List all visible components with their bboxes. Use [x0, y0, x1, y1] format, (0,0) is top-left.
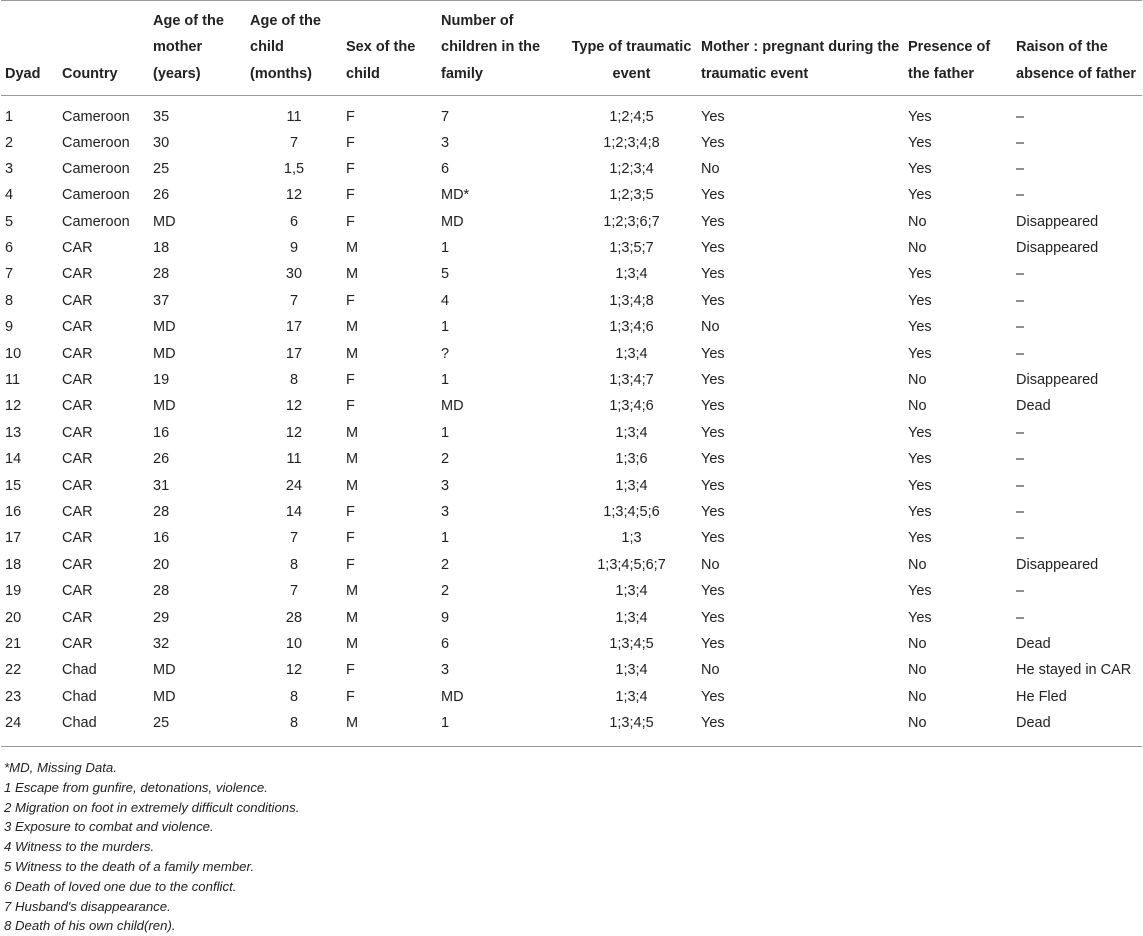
table-cell: 6 — [441, 160, 450, 177]
table-cell: 3 — [441, 662, 450, 679]
table-row — [1, 424, 1142, 450]
table-cell: M — [346, 319, 359, 336]
table-cell: 1 — [441, 715, 450, 732]
column-header: Number of children in the family — [441, 12, 541, 82]
table-cell: 29 — [153, 609, 170, 626]
footnote-line: 2 Migration on foot in extremely difficult conditions. — [4, 799, 300, 815]
table-cell: 14 — [285, 503, 303, 520]
table-cell: 19 — [5, 583, 22, 600]
table-cell: 1 — [441, 319, 450, 336]
table-cell: Yes — [908, 266, 932, 283]
table-row — [1, 635, 1142, 661]
table-cell: No — [701, 556, 720, 573]
table-cell: MD — [153, 319, 176, 336]
table-row — [1, 292, 1142, 318]
table-cell: 15 — [5, 477, 22, 494]
table-cell: 26 — [153, 187, 170, 204]
table-cell: 1 — [441, 372, 450, 389]
table-cell: MD* — [441, 187, 470, 204]
table-cell: Cameroon — [62, 213, 130, 230]
table-cell: 1;2;3;4;8 — [603, 134, 660, 151]
table-cell: Yes — [908, 583, 932, 600]
table-cell: Yes — [908, 477, 932, 494]
table-cell: F — [346, 662, 355, 679]
table-cell: No — [908, 635, 927, 652]
table-cell: – — [1016, 424, 1025, 441]
table-cell: CAR — [62, 398, 93, 415]
table-cell: M — [346, 715, 359, 732]
table-row — [1, 714, 1142, 746]
table-cell: MD — [153, 688, 176, 705]
table-cell: – — [1016, 134, 1025, 151]
table-cell: M — [346, 266, 359, 283]
table-cell: Yes — [908, 187, 932, 204]
table-cell: Yes — [701, 240, 725, 257]
table-cell: – — [1016, 266, 1025, 283]
table-cell: Dead — [1016, 635, 1051, 652]
table-cell: 8 — [289, 556, 299, 573]
table-cell: F — [346, 556, 355, 573]
column-header: Age of the mother (years) — [153, 12, 224, 82]
table-cell: No — [908, 662, 927, 679]
table-cell: No — [701, 160, 720, 177]
footnote-line: 5 Witness to the death of a family member. — [4, 858, 255, 874]
column-header: Sex of the child — [346, 39, 416, 82]
table-cell: – — [1016, 583, 1025, 600]
table-cell: 1 — [441, 240, 450, 257]
column-header: Mother : pregnant during the traumatic event — [701, 39, 900, 82]
table-cell: – — [1016, 345, 1025, 362]
table-cell: Yes — [701, 688, 725, 705]
table-cell: M — [346, 583, 359, 600]
table-cell: CAR — [62, 266, 93, 283]
table-cell: 18 — [153, 240, 170, 257]
table-cell: 25 — [153, 160, 170, 177]
table-cell: – — [1016, 503, 1025, 520]
table-row — [1, 160, 1142, 186]
table-cell: Chad — [62, 662, 97, 679]
table-cell: Yes — [701, 345, 725, 362]
table-cell: 30 — [285, 266, 303, 283]
table-cell: 2 — [441, 451, 450, 468]
table-cell: 8 — [289, 372, 299, 389]
table-cell: Yes — [701, 424, 725, 441]
column-header: Age of the child (months) — [250, 12, 321, 82]
table-cell: 1 — [5, 109, 14, 125]
table-cell: 2 — [5, 134, 14, 151]
table-cell: 10 — [285, 635, 303, 652]
table-cell: – — [1016, 477, 1025, 494]
table-cell: F — [346, 187, 355, 204]
table-cell: Yes — [701, 530, 725, 547]
column-header: Type of traumatic event — [571, 39, 692, 82]
table-cell: Yes — [908, 424, 932, 441]
table-cell: 20 — [5, 609, 22, 626]
table-cell: CAR — [62, 477, 93, 494]
table-cell: 3 — [5, 160, 14, 177]
table-cell: 12 — [285, 398, 303, 415]
table-row — [1, 582, 1142, 608]
table-cell: 16 — [153, 530, 170, 547]
table-cell: No — [908, 688, 927, 705]
table-cell: 28 — [153, 503, 170, 520]
table-cell: No — [908, 372, 927, 389]
table-row — [1, 96, 1142, 134]
table-cell: 1;3;4 — [615, 266, 648, 283]
table-cell: F — [346, 160, 355, 177]
table-cell: Yes — [701, 583, 725, 600]
table-cell: Disappeared — [1016, 372, 1099, 389]
table-cell: Yes — [908, 160, 932, 177]
table-cell: 17 — [285, 319, 303, 336]
table-cell: 6 — [289, 213, 299, 230]
table-cell: 2 — [441, 556, 450, 573]
table-cell: Yes — [701, 213, 725, 230]
table-cell: Dead — [1016, 715, 1051, 732]
table-row — [1, 450, 1142, 476]
table-cell: 6 — [5, 240, 14, 257]
table-cell: 1;3;4 — [615, 662, 648, 679]
table-cell: Dead — [1016, 398, 1051, 415]
table-cell: 35 — [153, 109, 170, 125]
table-cell: 1;3;4;5 — [609, 635, 654, 652]
table-cell: F — [346, 688, 355, 705]
table-row — [1, 503, 1142, 529]
table-cell: Cameroon — [62, 160, 130, 177]
table-cell: 1 — [441, 530, 450, 547]
table-cell: 11 — [286, 109, 302, 125]
table-cell: F — [346, 292, 355, 309]
table-cell: 1,5 — [283, 160, 305, 177]
table-cell: 1;3;4;7 — [609, 372, 654, 389]
table-cell: M — [346, 345, 359, 362]
table-cell: 1;3;4 — [615, 345, 648, 362]
table-cell: 3 — [441, 477, 450, 494]
table-cell: 4 — [441, 292, 450, 309]
table-cell: 20 — [153, 556, 170, 573]
table-cell: 24 — [5, 715, 22, 732]
table-cell: 22 — [5, 662, 22, 679]
table-cell: 16 — [153, 424, 170, 441]
table-cell: – — [1016, 319, 1025, 336]
table-cell: 8 — [289, 715, 299, 732]
table-cell: CAR — [62, 451, 93, 468]
table-row — [1, 529, 1142, 555]
table-body — [1, 96, 1142, 747]
table-cell: Yes — [908, 530, 932, 547]
table-cell: 7 — [5, 266, 14, 283]
table-row — [1, 397, 1142, 423]
table-cell: Yes — [908, 319, 932, 336]
table-cell: F — [346, 372, 355, 389]
table-cell: 28 — [285, 609, 303, 626]
table-cell: 16 — [5, 503, 22, 520]
table-cell: 7 — [289, 134, 299, 151]
table-cell: CAR — [62, 424, 93, 441]
table-cell: 19 — [153, 372, 170, 389]
table-cell: Yes — [701, 503, 725, 520]
table-cell: MD — [441, 688, 464, 705]
header-row — [1, 1, 1142, 96]
table-cell: 1;3;6 — [615, 451, 648, 468]
table-cell: – — [1016, 530, 1025, 547]
table-cell: CAR — [62, 635, 93, 652]
table-cell: M — [346, 424, 359, 441]
table-cell: 4 — [5, 187, 14, 204]
table-cell: 1;3;4 — [615, 477, 648, 494]
table-cell: CAR — [62, 556, 93, 573]
table-cell: 1;3;4 — [615, 424, 648, 441]
table-cell: 2 — [441, 583, 450, 600]
table-cell: Yes — [908, 451, 932, 468]
table-cell: – — [1016, 187, 1025, 204]
footnote-line: 3 Exposure to combat and violence. — [4, 819, 214, 835]
table-row — [1, 318, 1142, 344]
table-cell: Yes — [701, 609, 725, 626]
table-cell: Yes — [908, 609, 932, 626]
table-cell: 10 — [5, 345, 22, 362]
table-cell: – — [1016, 451, 1025, 468]
table-cell: 1 — [441, 424, 450, 441]
table-cell: MD — [153, 398, 176, 415]
table-cell: 17 — [285, 345, 303, 362]
table-cell: 8 — [5, 292, 14, 309]
table-cell: Yes — [701, 372, 725, 389]
table-cell: 7 — [289, 292, 299, 309]
table-cell: Disappeared — [1016, 240, 1099, 257]
table-cell: MD — [153, 213, 176, 230]
table-row — [1, 186, 1142, 212]
table-cell: 8 — [289, 688, 299, 705]
table-cell: Yes — [701, 134, 725, 151]
table-cell: ? — [441, 345, 450, 362]
table-cell: CAR — [62, 319, 93, 336]
table-cell: 12 — [285, 187, 303, 204]
table-cell: 12 — [285, 424, 303, 441]
table-cell: CAR — [62, 583, 93, 600]
table-cell: 1;3;4;5;6;7 — [597, 556, 666, 573]
table-cell: F — [346, 503, 355, 520]
table-row — [1, 265, 1142, 291]
footnote-line: *MD, Missing Data. — [4, 760, 117, 775]
footnotes — [4, 758, 299, 936]
column-header: Presence of the father — [908, 39, 991, 82]
table-cell: Cameroon — [62, 109, 130, 125]
table-cell: 1;3;4 — [615, 688, 648, 705]
table-cell: He Fled — [1016, 688, 1067, 705]
table-cell: Chad — [62, 688, 97, 705]
table-cell: No — [908, 240, 927, 257]
table-cell: No — [908, 213, 927, 230]
table-cell: 5 — [5, 213, 14, 230]
table-cell: 32 — [153, 635, 170, 652]
table-cell: 13 — [5, 424, 22, 441]
table-row — [1, 213, 1142, 239]
table-row — [1, 688, 1142, 714]
table-row — [1, 661, 1142, 687]
table-cell: 28 — [153, 266, 170, 283]
table-cell: 12 — [5, 398, 22, 415]
table-cell: 1;3;4;6 — [609, 398, 654, 415]
table-cell: 9 — [289, 240, 299, 257]
table-cell: 1;2;3;5 — [609, 187, 654, 204]
table-cell: 12 — [285, 662, 303, 679]
table-cell: CAR — [62, 292, 93, 309]
table-cell: 6 — [441, 635, 450, 652]
table-cell: 30 — [153, 134, 170, 151]
table-cell: Yes — [908, 109, 932, 125]
table-cell: M — [346, 451, 359, 468]
table-cell: M — [346, 477, 359, 494]
table-cell: 1;3;4 — [615, 609, 648, 626]
table-cell: Yes — [701, 477, 725, 494]
table-cell: MD — [153, 662, 176, 679]
table-cell: 23 — [5, 688, 22, 705]
table-cell: 7 — [441, 109, 450, 125]
table-row — [1, 345, 1142, 371]
column-header: Dyad — [5, 65, 41, 82]
table-cell: No — [908, 398, 927, 415]
footnote-line: 6 Death of loved one due to the conflict. — [4, 878, 237, 894]
table-cell: Cameroon — [62, 187, 130, 204]
footnote-line: 4 Witness to the murders. — [4, 839, 155, 855]
table-cell: MD — [153, 345, 176, 362]
table-cell: F — [346, 134, 355, 151]
table-cell: 14 — [5, 451, 22, 468]
table-cell: MD — [441, 213, 464, 230]
table-cell: CAR — [62, 530, 93, 547]
table-cell: 17 — [5, 530, 22, 547]
table-cell: 3 — [441, 503, 450, 520]
table-cell: Yes — [701, 451, 725, 468]
footnote-line: 7 Husband's disappearance. — [4, 898, 171, 914]
table-row — [1, 609, 1142, 635]
table-cell: Yes — [908, 292, 932, 309]
table-cell: 1;3;5;7 — [609, 240, 654, 257]
table-cell: 18 — [5, 556, 22, 573]
table-row — [1, 239, 1142, 265]
table-cell: 26 — [153, 451, 170, 468]
table-cell: – — [1016, 160, 1025, 177]
table-cell: – — [1016, 292, 1025, 309]
footnote-line: 1 Escape from gunfire, detonations, violence. — [4, 779, 268, 795]
table-cell: 1;3;4 — [615, 583, 648, 600]
table-cell: 25 — [153, 715, 170, 732]
table-cell: Yes — [701, 292, 725, 309]
table-cell: – — [1016, 609, 1025, 626]
footnote-line: 8 Death of his own child(ren). — [4, 918, 176, 934]
table-cell: Yes — [908, 134, 932, 151]
table-cell: Yes — [701, 187, 725, 204]
column-header: Country — [62, 65, 118, 82]
table-cell: F — [346, 213, 355, 230]
column-header: Raison of the absence of father — [1016, 39, 1137, 82]
table-cell: F — [346, 109, 355, 125]
table-cell: Yes — [701, 398, 725, 415]
table-cell: 9 — [5, 319, 14, 336]
table-row — [1, 134, 1142, 160]
table-cell: 1;2;3;4 — [609, 160, 654, 177]
table-cell: No — [908, 715, 927, 732]
table-cell: No — [701, 319, 720, 336]
table-cell: 3 — [441, 134, 450, 151]
table-cell: 7 — [289, 583, 299, 600]
table-cell: 1;3;4;5 — [609, 715, 654, 732]
table-cell: Chad — [62, 715, 97, 732]
table-cell: 11 — [5, 372, 21, 389]
table-cell: 31 — [153, 477, 170, 494]
table-cell: 1;2;3;6;7 — [603, 213, 660, 230]
table-cell: 1;3;4;8 — [609, 292, 654, 309]
table-cell: Yes — [701, 266, 725, 283]
table-cell: Yes — [908, 503, 932, 520]
table-cell: 1;3 — [621, 530, 642, 547]
table-cell: – — [1016, 109, 1025, 125]
table-cell: 28 — [153, 583, 170, 600]
table-cell: Yes — [701, 109, 725, 125]
table-row — [1, 477, 1142, 503]
table-cell: Disappeared — [1016, 556, 1099, 573]
table-cell: He stayed in CAR — [1016, 662, 1132, 679]
table-cell: 9 — [441, 609, 450, 626]
table-cell: 1;3;4;6 — [609, 319, 654, 336]
table-cell: 11 — [286, 451, 302, 468]
table-cell: CAR — [62, 609, 93, 626]
table-row — [1, 371, 1142, 397]
table-cell: M — [346, 609, 359, 626]
table-cell: MD — [441, 398, 464, 415]
data-table — [1, 0, 1142, 747]
table-cell: CAR — [62, 503, 93, 520]
table-cell: 7 — [289, 530, 299, 547]
table-cell: 37 — [153, 292, 170, 309]
table-cell: M — [346, 635, 359, 652]
table-cell: F — [346, 530, 355, 547]
table-cell: Yes — [908, 345, 932, 362]
table-cell: 1;3;4;5;6 — [603, 503, 660, 520]
table-cell: CAR — [62, 372, 93, 389]
table-cell: 5 — [441, 266, 450, 283]
table-row — [1, 556, 1142, 582]
table-cell: Yes — [701, 715, 725, 732]
table-cell: No — [908, 556, 927, 573]
table-cell: Yes — [701, 635, 725, 652]
table-cell: F — [346, 398, 355, 415]
table-cell: Cameroon — [62, 134, 130, 151]
table-cell: M — [346, 240, 359, 257]
table-cell: No — [701, 662, 720, 679]
table-cell: 1;2;4;5 — [609, 109, 654, 125]
table-cell: 21 — [5, 635, 22, 652]
table-cell: CAR — [62, 240, 93, 257]
table-cell: CAR — [62, 345, 93, 362]
table-cell: Disappeared — [1016, 213, 1099, 230]
table-cell: 24 — [285, 477, 303, 494]
